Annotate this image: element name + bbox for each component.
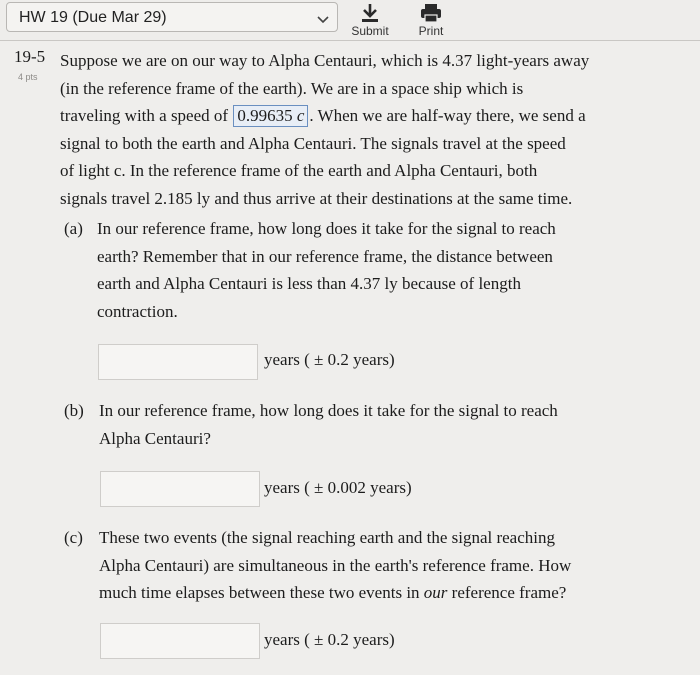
submit-button[interactable] [342,0,398,38]
stem-line: signal to both the earth and Alpha Centauri. The signals travel at the speed [60,133,566,153]
chevron-down-icon [317,12,329,22]
emphasis-our: our [423,583,448,602]
print-label: Print [418,24,444,38]
stem-line: signals travel 2.185 ly and thus arrive at their destinations at the same time. [60,188,573,208]
assignment-select[interactable] [6,2,338,32]
part-question: In our reference frame, how long does it take for the signal to reach Alpha Centauri? [99,401,558,448]
assignment-title: HW 19 (Due Mar 29) [19,9,167,26]
stem-line: of light c. In the reference frame of the earth and Alpha Centauri, both [60,161,538,180]
answer-input-c[interactable] [100,623,260,659]
problem-stem [60,47,650,212]
tolerance-label-b: years ( ± 0.002 years) [264,478,412,497]
speed-unit: c [296,106,305,125]
part-letter: (c) [64,528,83,547]
speed-value: 0.99635 [237,106,293,125]
print-button[interactable] [408,0,454,38]
stem-line: traveling with a speed of 0.99635 c . When we are half-way there, we send a [60,106,586,125]
problem-content [0,41,700,675]
points-label: 4 pts [18,72,38,82]
problem-number: 19-5 [14,47,46,66]
printer-icon [408,3,454,23]
part-question: These two events (the signal reaching earth and the signal reaching Alpha Centauri) are simultaneous in the earth's reference frame. How much time elapses between these two events in our reference frame? [99,528,572,602]
answer-input-b[interactable] [100,471,260,507]
tolerance-label-c: years ( ± 0.2 years) [264,630,395,649]
download-arrow-icon [342,3,398,23]
stem-line: (in the reference frame of the earth). We are in a space ship which is [60,78,524,98]
part-letter: (b) [64,401,84,420]
speed-value-box [233,105,308,127]
part-question: In our reference frame, how long does it take for the signal to reach earth? Remember that in our reference frame, the distance between earth and Alpha Centauri is less than 4.37 ly because of length contraction. [97,219,556,321]
stem-line: Suppose we are on our way to Alpha Centauri, which is 4.37 light-years away [60,51,590,70]
submit-label: Submit [351,24,389,38]
tolerance-label-a: years ( ± 0.2 years) [264,350,395,369]
top-toolbar [0,0,700,41]
answer-input-a[interactable] [98,344,258,380]
part-letter: (a) [64,219,83,238]
